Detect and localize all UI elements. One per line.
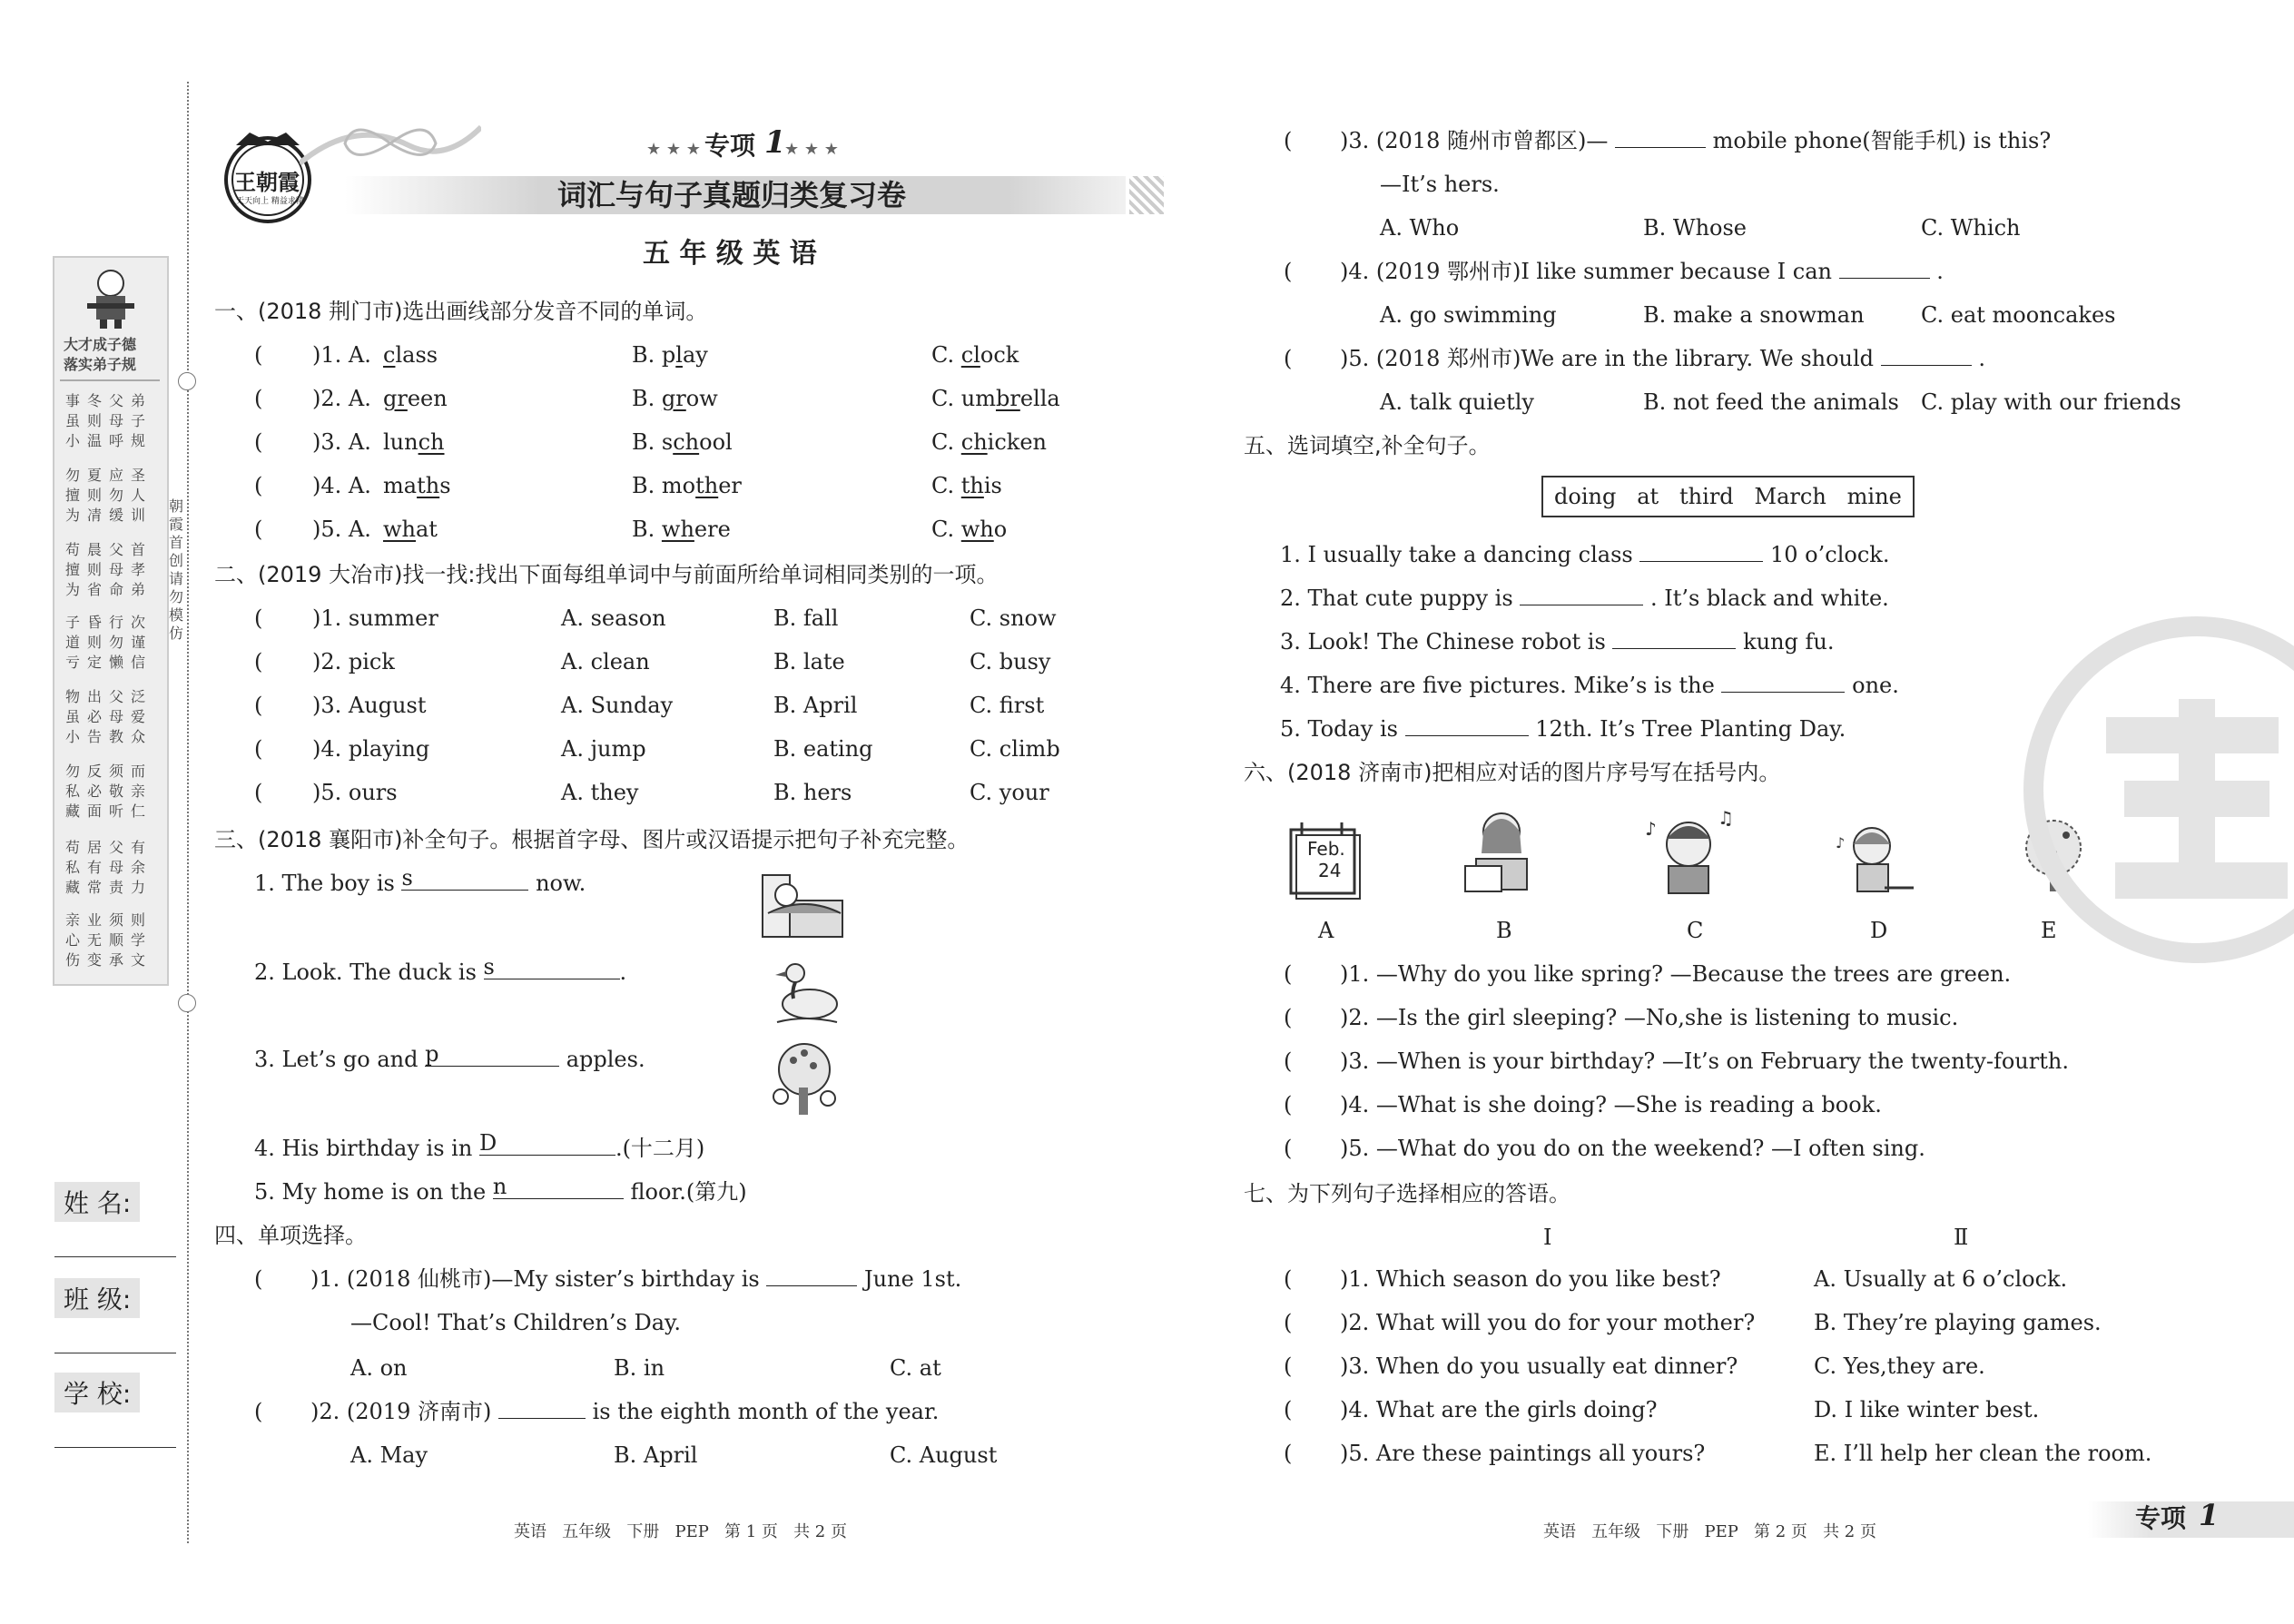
option-b: B. hers <box>773 780 852 805</box>
sidebar-verse-line: 为省命弟 <box>65 581 153 598</box>
option-b-post: er <box>718 473 742 498</box>
mc-question <box>1340 258 1944 285</box>
fill-in-sentence <box>1280 628 1834 655</box>
option-a <box>383 428 445 456</box>
calendar-month: Feb. <box>1307 838 1345 860</box>
question-number: )4. A. <box>312 473 371 498</box>
footer-left: 英语 五年级 下册 PEP 第 1 页 共 2 页 <box>514 1522 847 1541</box>
sidebar-verse-line: 事冬父弟 <box>65 392 153 409</box>
sidebar-verse-line: 勿反须而 <box>65 763 153 780</box>
answer-blank[interactable] <box>498 1398 586 1419</box>
answer-sentence: A. Usually at 6 o’clock. <box>1814 1266 2068 1292</box>
answer-sentence: E. I’ll help her clean the room. <box>1814 1441 2152 1466</box>
answer-blank[interactable] <box>425 1041 559 1067</box>
sentence-end: .(十二月) <box>615 1136 705 1161</box>
school-label: 学 校: <box>54 1373 140 1412</box>
option-c <box>931 341 1019 369</box>
sidebar-verse-line: 道则勿谨 <box>65 634 153 651</box>
sidebar-verse-line: 亏定懒信 <box>65 654 153 671</box>
scissor-icon <box>178 372 196 390</box>
question-stem-end: mobile phone(智能手机) is this? <box>1712 128 2052 153</box>
answer-blank[interactable] <box>1639 541 1763 562</box>
dialogue-item: )4. —What is she doing? —She is reading a book. <box>1340 1092 1882 1117</box>
question-stem-end: . <box>1978 346 1985 371</box>
option-a: A. Sunday <box>561 693 674 718</box>
option-c-underlined: ch <box>960 429 988 455</box>
answer-blank[interactable] <box>1881 345 1972 366</box>
svg-text:♫: ♫ <box>1718 808 1734 829</box>
sentence-start: 5. Today is <box>1280 716 1398 742</box>
sentence-end: now. <box>528 871 586 896</box>
option-a <box>383 385 448 412</box>
footer-tag-bar <box>2088 1498 2294 1538</box>
option-c: C. first <box>970 693 1045 718</box>
option-b-post: ere <box>694 517 731 542</box>
question-number: )2. A. <box>312 386 371 411</box>
question-stem: )4. (2019 鄂州市)I like summer because I can <box>1340 259 1832 284</box>
special-stars: ★ ★ ★ <box>646 140 701 159</box>
answer-bracket[interactable]: ( <box>254 1399 263 1424</box>
answer-bracket[interactable]: ( <box>1284 1048 1293 1074</box>
question-stem: )1. (2018 仙桃市)—My sister’s birthday is <box>310 1266 760 1292</box>
dialogue-item: )1. —Why do you like spring? —Because the trees are green. <box>1340 961 2012 987</box>
first-letter-hint: p <box>425 1041 439 1067</box>
school-input-line[interactable] <box>54 1447 176 1448</box>
option-c-post: o <box>993 517 1008 542</box>
sidebar-verse-line: 心无顺学 <box>65 931 153 949</box>
option-a-underlined: c <box>383 342 396 368</box>
question-sentence: )1. Which season do you like best? <box>1340 1266 1721 1292</box>
confidential-watermark-icon <box>1997 599 2294 980</box>
sidebar-verse-line: 藏面听仁 <box>65 802 153 820</box>
sidebar-verse-line: 藏常责力 <box>65 879 153 896</box>
option-c <box>931 385 1060 412</box>
question-stem: )2. (2019 济南市) <box>310 1399 492 1424</box>
option-c-underlined: br <box>995 386 1020 411</box>
option-b: B. eating <box>773 736 873 762</box>
sidebar-verse-line: 私必敬亲 <box>65 782 153 800</box>
option-b: B. late <box>773 649 845 674</box>
option-a-post: s <box>439 473 451 498</box>
mc-question <box>310 1265 961 1293</box>
logo-text: 王朝霞 <box>234 169 300 195</box>
answer-bracket[interactable]: ( <box>254 780 263 805</box>
option-c-underlined: wh <box>960 517 994 542</box>
option-c: C. August <box>890 1442 998 1468</box>
picking-apples-picture <box>763 1042 846 1117</box>
option-b-post: ay <box>682 342 708 368</box>
option-b <box>632 341 708 369</box>
fill-in-sentence <box>254 1041 645 1073</box>
option-b: B. not feed the animals <box>1643 389 1899 415</box>
sidebar-verse-line: 苟居父有 <box>65 839 153 856</box>
logo-small-text: 天天向上 精益求精 <box>236 197 304 206</box>
sentence-end: one. <box>1852 673 1899 698</box>
option-a-pre: lun <box>383 429 418 455</box>
option-b: B. Whose <box>1643 215 1747 241</box>
footer-tag-number: 1 <box>2199 1498 2220 1532</box>
footer-right: 英语 五年级 下册 PEP 第 2 页 共 2 页 <box>1543 1522 1876 1541</box>
answer-blank[interactable] <box>492 1174 624 1199</box>
question-number: )5. A. <box>312 517 371 542</box>
answer-bracket[interactable]: ( <box>1284 1441 1293 1466</box>
question-stem-end: is the eighth month of the year. <box>592 1399 940 1424</box>
picture-label: B <box>1496 918 1512 943</box>
calendar-day: 24 <box>1318 860 1342 881</box>
sidebar-verse-line: 伤变承文 <box>65 951 153 969</box>
option-b-underlined: th <box>695 473 719 498</box>
option-a <box>383 516 438 543</box>
option-c-post: icken <box>987 429 1047 455</box>
sentence-start: 3. Let’s go and <box>254 1047 426 1072</box>
option-c <box>931 428 1047 456</box>
option-a <box>383 341 438 369</box>
option-c: C. at <box>890 1355 941 1381</box>
svg-text:♪: ♪ <box>1645 818 1657 840</box>
name-input-line[interactable] <box>54 1256 176 1257</box>
option-c <box>931 516 1007 543</box>
section-6-title: 六、(2018 济南市)把相应对话的图片序号写在括号内。 <box>1244 760 1781 785</box>
dialogue-item: )3. —When is your birthday? —It’s on February the twenty-fourth. <box>1340 1048 2069 1074</box>
option-a: A. on <box>350 1355 408 1381</box>
page-title: 词汇与句子真题归类复习卷 <box>557 178 907 212</box>
sidebar-verse-line: 物出父泛 <box>65 688 153 705</box>
question-sentence: )2. What will you do for your mother? <box>1340 1310 1756 1335</box>
option-b-post: ool <box>699 429 733 455</box>
option-b-pre: B. <box>632 517 662 542</box>
answer-blank[interactable] <box>401 865 528 891</box>
answer-bracket[interactable]: ( <box>254 342 263 368</box>
mc-question <box>310 1398 939 1425</box>
option-c: C. play with our friends <box>1921 389 2181 415</box>
girl-listening-picture <box>1830 812 1917 899</box>
question-sentence: )3. When do you usually eat dinner? <box>1340 1353 1738 1379</box>
option-b-underlined: ch <box>673 429 700 455</box>
sentence-start: 3. Look! The Chinese robot is <box>1280 629 1606 655</box>
fill-in-sentence <box>254 954 627 986</box>
option-c-post: ella <box>1019 386 1060 411</box>
svg-text:♪: ♪ <box>1836 834 1846 851</box>
option-b: B. in <box>614 1355 665 1381</box>
option-b <box>632 428 733 456</box>
sentence-end: kung fu. <box>1743 629 1835 655</box>
option-c-pre: C. um <box>931 386 996 411</box>
answer-blank[interactable] <box>1612 628 1736 649</box>
question-word: )4. playing <box>312 736 430 762</box>
answer-bracket[interactable]: ( <box>1284 1353 1293 1379</box>
sidebar-verse-line: 亲业须则 <box>65 911 153 929</box>
section-3-title: 三、(2018 襄阳市)补全句子。根据首字母、图片或汉语提示把句子补充完整。 <box>214 827 970 852</box>
option-b: B. make a snowman <box>1643 302 1865 328</box>
first-letter-hint: s <box>401 865 413 891</box>
fill-in-sentence <box>1280 672 1899 699</box>
answer-blank[interactable] <box>1721 672 1845 693</box>
answer-bracket[interactable]: ( <box>1284 961 1293 987</box>
question-stem: )5. (2018 郑州市)We are in the library. We should <box>1340 346 1875 371</box>
sentence-start: 1. The boy is <box>254 871 402 896</box>
answer-bracket[interactable]: ( <box>1284 1310 1293 1335</box>
dialogue-item: )2. —Is the girl sleeping? —No,she is listening to music. <box>1340 1005 1959 1030</box>
sidebar-verse-line: 虽则母子 <box>65 412 153 429</box>
option-b-post: ow <box>685 386 718 411</box>
option-c: C. Which <box>1921 215 2021 241</box>
option-b <box>632 385 718 412</box>
sidebar-verse-line: 虽必母爱 <box>65 708 153 725</box>
option-a-post: een <box>407 386 448 411</box>
sentence-start: 5. My home is on the <box>254 1179 493 1205</box>
bow-decoration <box>327 116 454 171</box>
scissor-icon <box>178 994 196 1012</box>
option-b: B. April <box>773 693 858 718</box>
question-sentence: )5. Are these paintings all yours? <box>1340 1441 1706 1466</box>
column-ii-header: Ⅱ <box>1954 1225 1969 1250</box>
scholar-figure-icon <box>82 265 140 330</box>
answer-bracket[interactable]: ( <box>254 649 263 674</box>
column-i-header: Ⅰ <box>1543 1225 1552 1250</box>
dialogue-item: )5. —What do you do on the weekend? —I often sing. <box>1340 1136 1925 1161</box>
answer-blank[interactable] <box>1839 258 1930 279</box>
option-b-underlined: l <box>675 342 683 368</box>
sentence-end: 10 o’clock. <box>1770 542 1890 567</box>
section-7-title: 七、为下列句子选择相应的答语。 <box>1244 1181 1570 1206</box>
special-number: 1 <box>764 124 786 161</box>
mc-question <box>1340 127 2051 154</box>
picture-label: D <box>1870 918 1888 943</box>
answer-blank[interactable] <box>766 1265 857 1286</box>
question-word: )2. pick <box>312 649 395 674</box>
option-a: A. go swimming <box>1380 302 1557 328</box>
picture-label: A <box>1318 918 1334 943</box>
option-a-post: at <box>416 517 438 542</box>
answer-bracket[interactable]: ( <box>254 517 263 542</box>
answer-blank[interactable] <box>1405 715 1529 736</box>
first-letter-hint: s <box>483 954 495 979</box>
fill-in-sentence <box>1280 585 1889 612</box>
sidebar-banner-2: 落实弟子规 <box>64 356 137 373</box>
sidebar-verse-line: 擅则勿人 <box>65 487 153 504</box>
sentence-start: 2. Look. The duck is <box>254 960 484 985</box>
option-b: B. April <box>614 1442 698 1468</box>
answer-sentence: C. Yes,they are. <box>1814 1353 1985 1379</box>
fill-in-sentence <box>254 865 586 897</box>
option-c: C. your <box>970 780 1049 805</box>
question-number: )1. A. <box>312 342 371 368</box>
word-bank-box: doing at third March mine <box>1541 476 1915 517</box>
option-a: A. clean <box>561 649 650 674</box>
option-a: A. jump <box>561 736 646 762</box>
answer-bracket[interactable]: ( <box>1284 1397 1293 1422</box>
option-a: A. talk quietly <box>1380 389 1534 415</box>
girl-reading-picture <box>1458 806 1545 897</box>
option-a-underlined: wh <box>383 517 416 542</box>
option-a: A. Who <box>1380 215 1460 241</box>
special-stars: ★ ★ ★ <box>784 140 839 159</box>
option-a-pre: ma <box>383 473 418 498</box>
option-c: C. busy <box>970 649 1051 674</box>
option-a: A. they <box>561 780 639 805</box>
mc-question <box>1340 345 1985 372</box>
option-a: A. May <box>350 1442 428 1468</box>
option-b <box>632 516 731 543</box>
answer-blank[interactable] <box>478 1130 615 1156</box>
answer-bracket[interactable]: ( <box>254 429 263 455</box>
sentence-start: 1. I usually take a dancing class <box>1280 542 1633 567</box>
question-response: —Cool! That’s Children’s Day. <box>350 1310 681 1335</box>
sentence-end: apples. <box>559 1047 645 1072</box>
sidebar-verse-line: 小温呼规 <box>65 432 153 449</box>
page-subtitle: 五 年 级 英 语 <box>643 238 817 270</box>
option-c <box>931 472 1002 499</box>
question-stem-end: . <box>1936 259 1944 284</box>
answer-bracket[interactable]: ( <box>1284 128 1293 153</box>
option-c-post: ock <box>980 342 1019 368</box>
answer-bracket[interactable]: ( <box>1284 1266 1293 1292</box>
option-a-underlined: th <box>417 473 440 498</box>
answer-sentence: D. I like winter best. <box>1814 1397 2040 1422</box>
sentence-end: . <box>619 960 627 985</box>
answer-bracket[interactable]: ( <box>1284 259 1293 284</box>
question-word: )1. summer <box>312 605 438 631</box>
option-a: A. season <box>561 605 666 631</box>
special-label: 专项 <box>704 131 756 161</box>
answer-bracket[interactable]: ( <box>1284 346 1293 371</box>
first-letter-hint: D <box>478 1130 497 1156</box>
option-b: B. fall <box>773 605 839 631</box>
name-label: 姓 名: <box>54 1182 140 1222</box>
sidebar-verse-line: 为凊缓训 <box>65 507 153 524</box>
option-a-post: lass <box>395 342 438 368</box>
section-4-title: 四、单项选择。 <box>214 1223 367 1248</box>
sleeping-boy-picture <box>759 868 846 942</box>
sidebar-vertical-text: 朝霞首创 请勿模仿 <box>169 497 184 642</box>
question-stem-end: June 1st. <box>864 1266 962 1292</box>
title-bar-pattern <box>1129 176 1164 214</box>
option-c: C. snow <box>970 605 1057 631</box>
section-5-title: 五、选词填空,补全句子。 <box>1244 433 1491 458</box>
option-c-pre: C. <box>931 429 961 455</box>
footer-tag-label: 专项 <box>2135 1503 2187 1533</box>
section-1-title: 一、(2018 荆门市)选出画线部分发音不同的单词。 <box>214 299 708 324</box>
option-a-underlined: gr <box>383 386 408 411</box>
option-b-underlined: gr <box>661 386 686 411</box>
option-b-underlined: wh <box>661 517 694 542</box>
class-label: 班 级: <box>54 1278 140 1318</box>
option-b-pre: B. s <box>632 429 674 455</box>
option-c-post: is <box>983 473 1002 498</box>
option-a-underlined: ch <box>418 429 445 455</box>
answer-bracket[interactable]: ( <box>1284 1136 1293 1161</box>
sentence-end: floor.(第九) <box>623 1179 747 1205</box>
option-c-pre: C. <box>931 473 961 498</box>
answer-blank[interactable] <box>1520 585 1643 605</box>
option-c-pre: C. <box>931 517 961 542</box>
option-c-underlined: th <box>960 473 984 498</box>
picture-label: E <box>2041 918 2057 943</box>
section-2-title: 二、(2019 大冶市)找一找:找出下面每组单词中与前面所给单词相同类别的一项。 <box>214 562 999 587</box>
option-c-pre: C. <box>931 342 961 368</box>
answer-bracket[interactable]: ( <box>254 473 263 498</box>
picture-label: C <box>1687 918 1704 943</box>
sentence-start: 2. That cute puppy is <box>1280 586 1513 611</box>
sidebar-verse-line: 擅则母孝 <box>65 561 153 578</box>
answer-bracket[interactable]: ( <box>254 1266 263 1292</box>
sidebar-panel <box>53 256 169 986</box>
question-sentence: )4. What are the girls doing? <box>1340 1397 1658 1422</box>
question-word: )5. ours <box>312 780 398 805</box>
sidebar-verse-line: 小告教众 <box>65 728 153 745</box>
answer-bracket[interactable]: ( <box>1284 1092 1293 1117</box>
sidebar-verse-line: 子昏行次 <box>65 614 153 631</box>
sidebar-verse-line: 勿夏应圣 <box>65 467 153 484</box>
option-a <box>383 472 451 499</box>
option-b <box>632 472 742 499</box>
option-b-pre: B. p <box>632 342 676 368</box>
question-stem: )3. (2018 随州市曾都区)— <box>1340 128 1609 153</box>
sentence-start: 4. There are five pictures. Mike’s is the <box>1280 673 1715 698</box>
answer-blank[interactable] <box>1615 127 1706 148</box>
binding-dotted-line <box>187 82 190 1543</box>
question-response: —It’s hers. <box>1380 172 1500 197</box>
sidebar-verse-line: 私有母余 <box>65 859 153 876</box>
answer-bracket[interactable]: ( <box>254 386 263 411</box>
fill-in-sentence <box>254 1174 747 1206</box>
option-b-pre: B. mo <box>632 473 696 498</box>
sentence-start: 4. His birthday is in <box>254 1136 479 1161</box>
fill-in-sentence <box>1280 715 1846 743</box>
sentence-end: . It’s black and white. <box>1649 586 1889 611</box>
fill-in-sentence <box>254 1130 705 1162</box>
answer-bracket[interactable]: ( <box>1284 1005 1293 1030</box>
option-c-underlined: cl <box>960 342 980 368</box>
boy-singing-picture <box>1641 808 1736 897</box>
sentence-end: 12th. It’s Tree Planting Day. <box>1535 716 1846 742</box>
question-number: )3. A. <box>312 429 371 455</box>
answer-bracket[interactable]: ( <box>254 605 263 631</box>
swimming-duck-picture <box>768 955 844 1028</box>
answer-bracket[interactable]: ( <box>254 736 263 762</box>
option-b-pre: B. <box>632 386 662 411</box>
answer-sentence: B. They’re playing games. <box>1814 1310 2102 1335</box>
sidebar-banner: 大才成子德 <box>64 336 137 353</box>
fill-in-sentence <box>1280 541 1889 568</box>
question-word: )3. August <box>312 693 427 718</box>
sidebar-verse-line: 苟晨父首 <box>65 541 153 558</box>
option-c: C. climb <box>970 736 1060 762</box>
first-letter-hint: n <box>492 1174 507 1199</box>
option-c: C. eat mooncakes <box>1921 302 2116 328</box>
answer-bracket[interactable]: ( <box>254 693 263 718</box>
answer-blank[interactable] <box>483 954 620 979</box>
